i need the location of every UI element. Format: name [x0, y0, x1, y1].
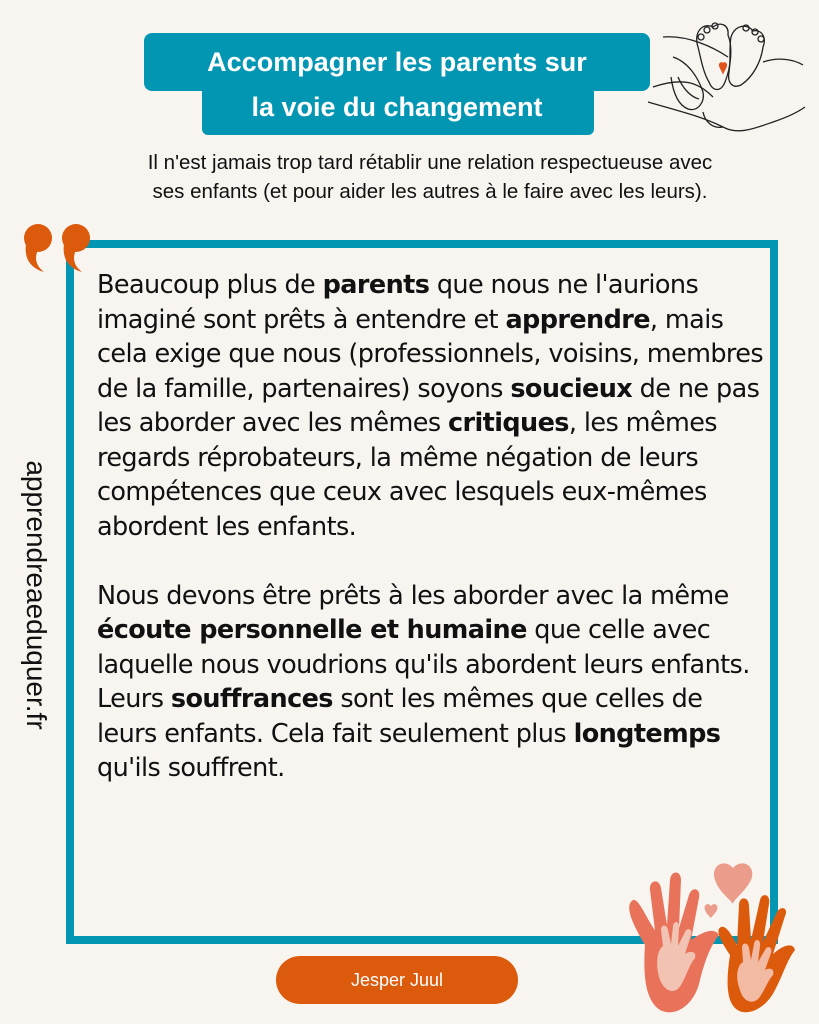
quote-text: de ne pas les aborder avec les mêmes — [97, 373, 760, 438]
subtitle-line-2: ses enfants (et pour aider les autres à le faire avec les leurs). — [152, 180, 708, 203]
baby-feet-hands-icon — [643, 17, 808, 142]
emphasis-text: apprendre — [505, 304, 650, 335]
website-link[interactable]: apprendreaeduquer.fr — [21, 460, 52, 730]
emphasis-text: écoute personnelle et humaine — [97, 615, 527, 645]
quote-text: , mais cela exige que nous (professionnels, voisins, membres de la famille, partenaires) soyons — [97, 304, 764, 404]
title-line-2: la voie du changement — [251, 92, 543, 122]
quote-text: Beaucoup plus de — [97, 270, 323, 300]
quote-paragraph-1 — [97, 268, 767, 544]
quote-text: Nous devons être prêts à les aborder avec la même — [97, 580, 729, 611]
author-badge: Jesper Juul — [276, 956, 518, 1004]
quote-marks-icon — [22, 220, 98, 274]
paragraph-spacer — [97, 544, 767, 579]
emphasis-text: critiques — [448, 408, 569, 438]
emphasis-text: soucieux — [510, 373, 633, 404]
subtitle — [40, 148, 819, 206]
quote-text: que celle avec laquelle nous voudrions qu'ils abordent leurs enfants. Leurs — [97, 615, 750, 714]
page-title — [144, 40, 650, 130]
hands-heart-icon — [615, 850, 815, 1024]
emphasis-text: longtemps — [573, 718, 721, 749]
title-line-1: Accompagner les parents sur — [207, 47, 587, 77]
subtitle-line-1: Il n'est jamais trop tard rétablir une relation respectueuse avec — [147, 151, 713, 174]
emphasis-text: parents — [322, 270, 430, 300]
quote-text: que nous ne l'aurions imaginé sont prêts à entendre et — [97, 270, 699, 335]
quote-paragraph-2 — [97, 579, 767, 786]
emphasis-text: souffrances — [170, 684, 333, 714]
quote-text: , les mêmes regards réprobateurs, la même négation de leurs compétences que ceux avec lesquels eux-mêmes abordent les enfants. — [97, 408, 717, 542]
quote-text: sont les mêmes que celles de leurs enfants. Cela fait seulement plus — [97, 684, 703, 749]
quote-text: qu'ils souffrent. — [97, 753, 285, 783]
quote-body — [97, 268, 767, 786]
